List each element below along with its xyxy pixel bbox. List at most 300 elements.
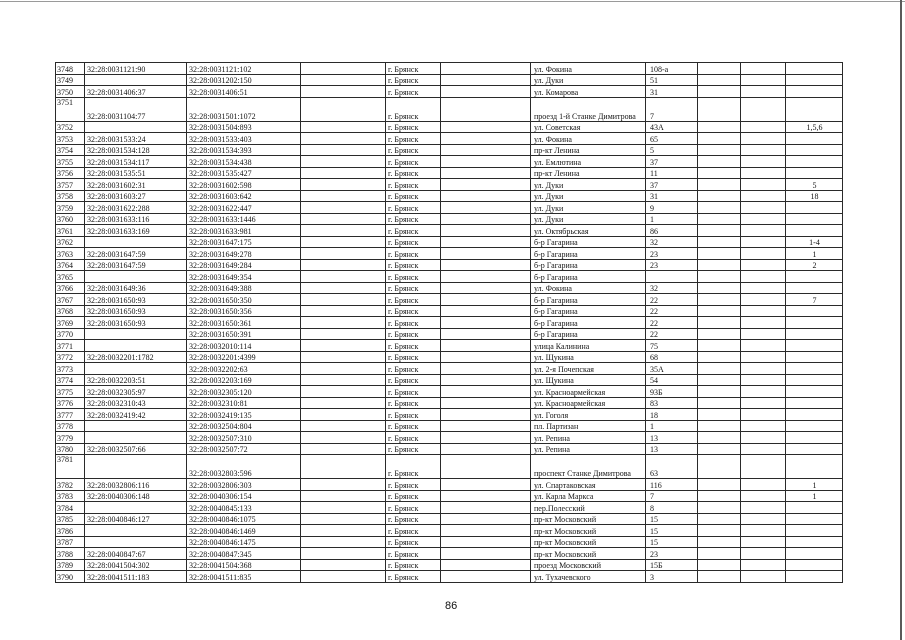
street-cell: ул. Дуки	[531, 213, 646, 225]
house-number-cell: 3	[646, 571, 698, 583]
city-cell: г. Брянск	[386, 374, 441, 386]
blank-cell	[698, 294, 741, 306]
blank-cell	[698, 133, 741, 145]
row-number-cell: 3783	[56, 490, 85, 502]
extra-cell: 5	[786, 179, 843, 191]
extra-cell	[786, 133, 843, 145]
cadastral-number-b-cell: 32:28:0031649:354	[187, 271, 301, 283]
cadastral-number-a-cell	[85, 525, 187, 537]
blank-cell	[441, 502, 531, 514]
city-cell: г. Брянск	[386, 294, 441, 306]
blank-cell	[698, 86, 741, 98]
extra-cell: 1,5,6	[786, 121, 843, 133]
blank-cell	[741, 74, 786, 86]
blank-cell	[441, 328, 531, 340]
blank-cell	[441, 282, 531, 294]
blank-cell	[301, 74, 386, 86]
city-cell: г. Брянск	[386, 248, 441, 260]
table-row	[56, 317, 843, 329]
street-cell: ул. Октябрьская	[531, 225, 646, 237]
blank-cell	[301, 282, 386, 294]
blank-cell	[741, 282, 786, 294]
blank-cell	[441, 386, 531, 398]
extra-cell	[786, 317, 843, 329]
house-number-cell: 108-а	[646, 63, 698, 75]
blank-cell	[301, 386, 386, 398]
cadastral-number-b-cell: 32:28:0040846:1075	[187, 513, 301, 525]
extra-cell	[786, 340, 843, 352]
house-number-cell: 5	[646, 144, 698, 156]
blank-cell	[741, 363, 786, 375]
city-cell: г. Брянск	[386, 202, 441, 214]
blank-cell	[741, 202, 786, 214]
street-cell: ул. Дуки	[531, 190, 646, 202]
row-number-cell: 3750	[56, 86, 85, 98]
cadastral-number-b-cell: 32:28:0032803:596	[187, 455, 301, 479]
extra-cell	[786, 443, 843, 455]
city-cell: г. Брянск	[386, 271, 441, 283]
house-number-cell: 63	[646, 455, 698, 479]
street-cell: пр-кт Ленина	[531, 167, 646, 179]
cadastral-number-b-cell: 32:28:0031650:356	[187, 305, 301, 317]
extra-cell	[786, 351, 843, 363]
extra-cell	[786, 502, 843, 514]
cadastral-number-b-cell: 32:28:0040846:1469	[187, 525, 301, 537]
house-number-cell: 93Б	[646, 386, 698, 398]
city-cell: г. Брянск	[386, 86, 441, 98]
house-number-cell: 15	[646, 525, 698, 537]
row-number-cell: 3782	[56, 479, 85, 491]
blank-cell	[301, 548, 386, 560]
row-number-cell: 3767	[56, 294, 85, 306]
row-number-cell: 3748	[56, 63, 85, 75]
row-number-cell: 3781	[56, 455, 85, 479]
extra-cell	[786, 363, 843, 375]
blank-cell	[301, 420, 386, 432]
cadastral-number-b-cell: 32:28:0031602:598	[187, 179, 301, 191]
blank-cell	[301, 363, 386, 375]
table-row	[56, 294, 843, 306]
blank-cell	[441, 397, 531, 409]
extra-cell	[786, 167, 843, 179]
blank-cell	[741, 225, 786, 237]
city-cell: г. Брянск	[386, 305, 441, 317]
street-cell: пр-кт Московский	[531, 513, 646, 525]
blank-cell	[741, 259, 786, 271]
city-cell: г. Брянск	[386, 167, 441, 179]
cadastral-number-b-cell: 32:28:0032202:63	[187, 363, 301, 375]
cadastral-number-a-cell: 32:28:0041504:302	[85, 559, 187, 571]
blank-cell	[441, 179, 531, 191]
street-cell: ул. Фокина	[531, 133, 646, 145]
blank-cell	[741, 190, 786, 202]
blank-cell	[698, 490, 741, 502]
street-cell: б-р Гагарина	[531, 317, 646, 329]
street-cell: ул. Дуки	[531, 179, 646, 191]
blank-cell	[301, 190, 386, 202]
row-number-cell: 3754	[56, 144, 85, 156]
row-number-cell: 3752	[56, 121, 85, 133]
city-cell: г. Брянск	[386, 282, 441, 294]
cadastral-number-a-cell	[85, 363, 187, 375]
blank-cell	[741, 420, 786, 432]
house-number-cell: 65	[646, 133, 698, 145]
blank-cell	[301, 455, 386, 479]
blank-cell	[741, 409, 786, 421]
city-cell: г. Брянск	[386, 144, 441, 156]
row-number-cell: 3777	[56, 409, 85, 421]
street-cell: пр-кт Ленина	[531, 144, 646, 156]
blank-cell	[441, 351, 531, 363]
table-row	[56, 502, 843, 514]
row-number-cell: 3773	[56, 363, 85, 375]
house-number-cell: 22	[646, 328, 698, 340]
extra-cell: 2	[786, 259, 843, 271]
cadastral-number-a-cell	[85, 271, 187, 283]
blank-cell	[698, 432, 741, 444]
blank-cell	[301, 317, 386, 329]
street-cell: ул. Щукина	[531, 351, 646, 363]
blank-cell	[301, 525, 386, 537]
blank-cell	[698, 305, 741, 317]
cadastral-number-b-cell: 32:28:0040845:133	[187, 502, 301, 514]
extra-cell	[786, 328, 843, 340]
extra-cell	[786, 432, 843, 444]
blank-cell	[698, 525, 741, 537]
cadastral-number-a-cell: 32:28:0031533:24	[85, 133, 187, 145]
extra-cell	[786, 305, 843, 317]
table-row	[56, 144, 843, 156]
row-number-cell: 3769	[56, 317, 85, 329]
table-row	[56, 490, 843, 502]
blank-cell	[441, 167, 531, 179]
cadastral-number-a-cell: 32:28:0031647:59	[85, 259, 187, 271]
blank-cell	[698, 386, 741, 398]
house-number-cell: 83	[646, 397, 698, 409]
street-cell: пер.Полесский	[531, 502, 646, 514]
cadastral-number-a-cell	[85, 328, 187, 340]
blank-cell	[698, 63, 741, 75]
table-row	[56, 340, 843, 352]
blank-cell	[741, 559, 786, 571]
cadastral-number-a-cell: 32:28:0031406:37	[85, 86, 187, 98]
cadastral-number-b-cell: 32:28:0032310:81	[187, 397, 301, 409]
blank-cell	[698, 479, 741, 491]
street-cell: ул. Красноармейская	[531, 386, 646, 398]
blank-cell	[741, 536, 786, 548]
cadastral-number-a-cell	[85, 502, 187, 514]
blank-cell	[441, 513, 531, 525]
blank-cell	[698, 397, 741, 409]
cadastral-number-b-cell: 32:28:0032203:169	[187, 374, 301, 386]
row-number-cell: 3784	[56, 502, 85, 514]
row-number-cell: 3756	[56, 167, 85, 179]
street-cell: пр-кт Московский	[531, 525, 646, 537]
cadastral-number-a-cell: 32:28:0031633:169	[85, 225, 187, 237]
street-cell: ул. Карла Маркса	[531, 490, 646, 502]
records-table	[55, 62, 843, 583]
row-number-cell: 3749	[56, 74, 85, 86]
blank-cell	[698, 559, 741, 571]
blank-cell	[301, 443, 386, 455]
blank-cell	[301, 156, 386, 168]
extra-cell	[786, 420, 843, 432]
house-number-cell: 54	[646, 374, 698, 386]
blank-cell	[741, 97, 786, 121]
city-cell: г. Брянск	[386, 121, 441, 133]
blank-cell	[741, 63, 786, 75]
blank-cell	[741, 340, 786, 352]
extra-cell: 1	[786, 479, 843, 491]
blank-cell	[698, 282, 741, 294]
table-row	[56, 305, 843, 317]
extra-cell: 1-4	[786, 236, 843, 248]
table-row	[56, 351, 843, 363]
blank-cell	[441, 133, 531, 145]
blank-cell	[741, 179, 786, 191]
blank-cell	[741, 455, 786, 479]
row-number-cell: 3775	[56, 386, 85, 398]
cadastral-number-b-cell: 32:28:0031534:438	[187, 156, 301, 168]
city-cell: г. Брянск	[386, 363, 441, 375]
blank-cell	[698, 213, 741, 225]
cadastral-number-b-cell: 32:28:0031649:388	[187, 282, 301, 294]
extra-cell	[786, 202, 843, 214]
blank-cell	[441, 420, 531, 432]
extra-cell	[786, 571, 843, 583]
cadastral-number-a-cell: 32:28:0032201:1782	[85, 351, 187, 363]
row-number-cell: 3761	[56, 225, 85, 237]
blank-cell	[301, 432, 386, 444]
house-number-cell: 7	[646, 490, 698, 502]
cadastral-number-a-cell: 32:28:0041511:183	[85, 571, 187, 583]
blank-cell	[301, 294, 386, 306]
cadastral-number-a-cell: 32:28:0032203:51	[85, 374, 187, 386]
street-cell: б-р Гагарина	[531, 259, 646, 271]
city-cell: г. Брянск	[386, 259, 441, 271]
cadastral-number-a-cell: 32:28:0031650:93	[85, 294, 187, 306]
blank-cell	[301, 236, 386, 248]
row-number-cell: 3759	[56, 202, 85, 214]
table-row	[56, 179, 843, 191]
house-number-cell: 31	[646, 86, 698, 98]
blank-cell	[698, 225, 741, 237]
house-number-cell: 23	[646, 548, 698, 560]
cadastral-number-a-cell: 32:28:0040846:127	[85, 513, 187, 525]
city-cell: г. Брянск	[386, 190, 441, 202]
street-cell: б-р Гагарина	[531, 271, 646, 283]
street-cell: пр-кт Московский	[531, 536, 646, 548]
city-cell: г. Брянск	[386, 536, 441, 548]
row-number-cell: 3790	[56, 571, 85, 583]
cadastral-number-b-cell: 32:28:0032305:120	[187, 386, 301, 398]
city-cell: г. Брянск	[386, 74, 441, 86]
house-number-cell: 9	[646, 202, 698, 214]
cadastral-number-a-cell: 32:28:0031650:93	[85, 305, 187, 317]
cadastral-number-b-cell: 32:28:0032507:310	[187, 432, 301, 444]
row-number-cell: 3774	[56, 374, 85, 386]
blank-cell	[698, 363, 741, 375]
extra-cell	[786, 409, 843, 421]
cadastral-number-a-cell: 32:28:0031121:90	[85, 63, 187, 75]
cadastral-number-a-cell: 32:28:0031534:117	[85, 156, 187, 168]
blank-cell	[301, 409, 386, 421]
blank-cell	[698, 513, 741, 525]
table-row	[56, 513, 843, 525]
blank-cell	[741, 156, 786, 168]
row-number-cell: 3770	[56, 328, 85, 340]
cadastral-number-a-cell	[85, 121, 187, 133]
extra-cell	[786, 536, 843, 548]
blank-cell	[441, 559, 531, 571]
blank-cell	[741, 236, 786, 248]
street-cell: ул. Емлютина	[531, 156, 646, 168]
extra-cell	[786, 455, 843, 479]
house-number-cell: 13	[646, 443, 698, 455]
cadastral-number-a-cell: 32:28:0031647:59	[85, 248, 187, 260]
cadastral-number-a-cell: 32:28:0031649:36	[85, 282, 187, 294]
house-number-cell: 35А	[646, 363, 698, 375]
city-cell: г. Брянск	[386, 513, 441, 525]
blank-cell	[301, 271, 386, 283]
blank-cell	[301, 397, 386, 409]
table-row	[56, 571, 843, 583]
blank-cell	[441, 271, 531, 283]
row-number-cell: 3778	[56, 420, 85, 432]
blank-cell	[441, 144, 531, 156]
blank-cell	[698, 271, 741, 283]
city-cell: г. Брянск	[386, 490, 441, 502]
row-number-cell: 3753	[56, 133, 85, 145]
row-number-cell: 3787	[56, 536, 85, 548]
house-number-cell: 31	[646, 190, 698, 202]
blank-cell	[301, 63, 386, 75]
blank-cell	[741, 86, 786, 98]
table-row	[56, 559, 843, 571]
blank-cell	[698, 317, 741, 329]
street-cell: ул. Дуки	[531, 202, 646, 214]
extra-cell	[786, 282, 843, 294]
table-row	[56, 328, 843, 340]
table-row	[56, 386, 843, 398]
table-row	[56, 259, 843, 271]
cadastral-number-a-cell: 32:28:0040306:148	[85, 490, 187, 502]
blank-cell	[301, 86, 386, 98]
city-cell: г. Брянск	[386, 213, 441, 225]
blank-cell	[698, 236, 741, 248]
blank-cell	[301, 490, 386, 502]
blank-cell	[741, 213, 786, 225]
cadastral-number-a-cell	[85, 74, 187, 86]
cadastral-number-b-cell: 32:28:0040306:154	[187, 490, 301, 502]
extra-cell	[786, 86, 843, 98]
row-number-cell: 3760	[56, 213, 85, 225]
blank-cell	[301, 559, 386, 571]
blank-cell	[698, 571, 741, 583]
cadastral-number-b-cell: 32:28:0031650:391	[187, 328, 301, 340]
row-number-cell: 3763	[56, 248, 85, 260]
table-row	[56, 443, 843, 455]
extra-cell	[786, 97, 843, 121]
row-number-cell: 3785	[56, 513, 85, 525]
blank-cell	[741, 167, 786, 179]
street-cell: проезд Московский	[531, 559, 646, 571]
extra-cell	[786, 156, 843, 168]
blank-cell	[441, 305, 531, 317]
blank-cell	[441, 202, 531, 214]
street-cell: ул. Тухачевского	[531, 571, 646, 583]
blank-cell	[698, 502, 741, 514]
blank-cell	[301, 179, 386, 191]
cadastral-number-a-cell	[85, 432, 187, 444]
blank-cell	[741, 513, 786, 525]
street-cell: б-р Гагарина	[531, 236, 646, 248]
blank-cell	[301, 213, 386, 225]
cadastral-number-a-cell: 32:28:0031603:27	[85, 190, 187, 202]
house-number-cell: 7	[646, 97, 698, 121]
row-number-cell: 3765	[56, 271, 85, 283]
extra-cell	[786, 74, 843, 86]
extra-cell	[786, 397, 843, 409]
city-cell: г. Брянск	[386, 386, 441, 398]
extra-cell	[786, 386, 843, 398]
table-row	[56, 121, 843, 133]
row-number-cell: 3772	[56, 351, 85, 363]
blank-cell	[301, 571, 386, 583]
city-cell: г. Брянск	[386, 397, 441, 409]
blank-cell	[698, 121, 741, 133]
cadastral-number-b-cell: 32:28:0031534:393	[187, 144, 301, 156]
city-cell: г. Брянск	[386, 225, 441, 237]
street-cell: б-р Гагарина	[531, 248, 646, 260]
cadastral-number-b-cell: 32:28:0031647:175	[187, 236, 301, 248]
blank-cell	[441, 97, 531, 121]
scan-edge-top	[0, 1, 905, 2]
cadastral-number-a-cell: 32:28:0032305:97	[85, 386, 187, 398]
blank-cell	[301, 536, 386, 548]
blank-cell	[741, 144, 786, 156]
cadastral-number-b-cell: 32:28:0032010:114	[187, 340, 301, 352]
cadastral-number-a-cell: 32:28:0031622:288	[85, 202, 187, 214]
cadastral-number-b-cell: 32:28:0031603:642	[187, 190, 301, 202]
blank-cell	[301, 502, 386, 514]
blank-cell	[301, 340, 386, 352]
city-cell: г. Брянск	[386, 317, 441, 329]
cadastral-number-b-cell: 32:28:0031650:361	[187, 317, 301, 329]
row-number-cell: 3758	[56, 190, 85, 202]
house-number-cell: 22	[646, 317, 698, 329]
cadastral-number-b-cell: 32:28:0031406:51	[187, 86, 301, 98]
cadastral-number-b-cell: 32:28:0031633:1446	[187, 213, 301, 225]
table-row	[56, 248, 843, 260]
city-cell: г. Брянск	[386, 548, 441, 560]
blank-cell	[698, 156, 741, 168]
blank-cell	[741, 386, 786, 398]
city-cell: г. Брянск	[386, 502, 441, 514]
street-cell: проспект Станке Димитрова	[531, 455, 646, 479]
city-cell: г. Брянск	[386, 455, 441, 479]
extra-cell	[786, 225, 843, 237]
cadastral-number-b-cell: 32:28:0041504:368	[187, 559, 301, 571]
extra-cell	[786, 548, 843, 560]
cadastral-number-b-cell: 32:28:0031535:427	[187, 167, 301, 179]
house-number-cell: 15	[646, 536, 698, 548]
house-number-cell: 32	[646, 236, 698, 248]
city-cell: г. Брянск	[386, 420, 441, 432]
city-cell: г. Брянск	[386, 432, 441, 444]
blank-cell	[441, 548, 531, 560]
street-cell: пл. Партизан	[531, 420, 646, 432]
